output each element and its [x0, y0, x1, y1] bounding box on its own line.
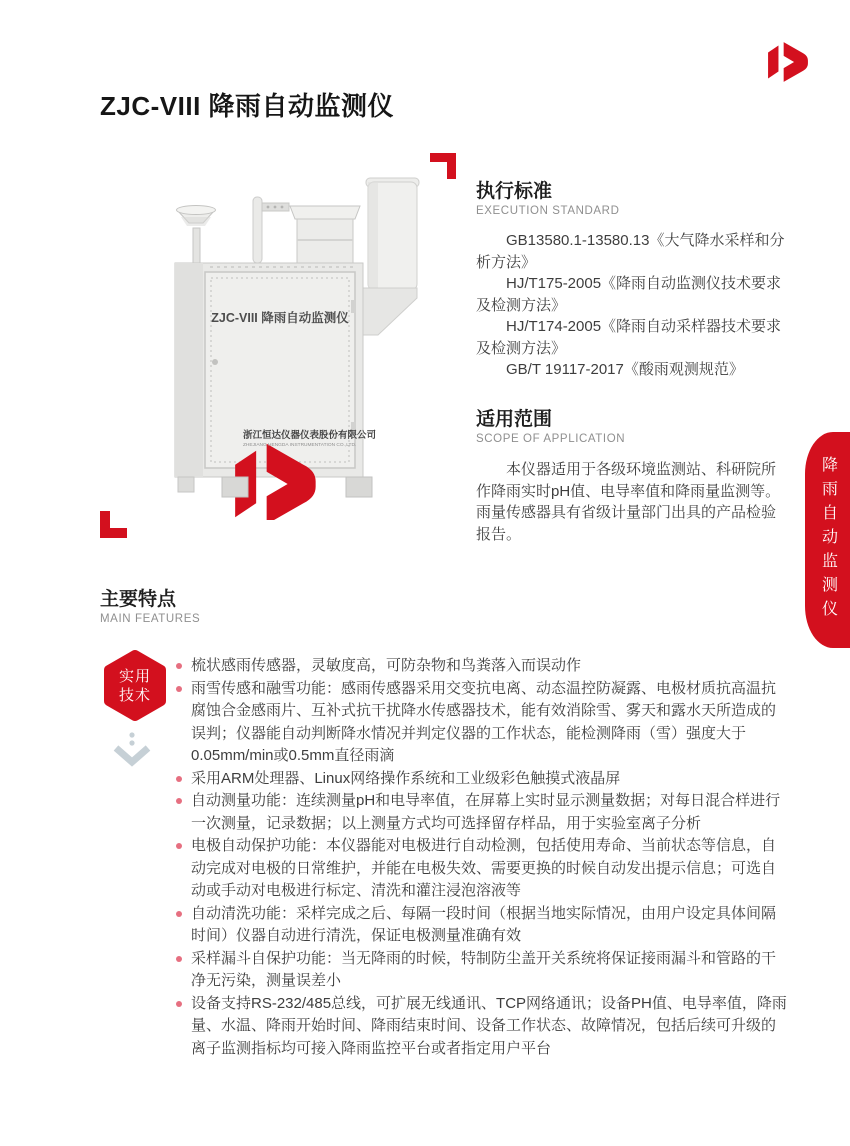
standard-item: GB/T 19117-2017《酸雨观测规范》	[506, 361, 744, 378]
product-photo	[115, 170, 455, 520]
bullet-dot-icon	[176, 686, 182, 692]
feature-item: 雨雪传感和融雪功能：感雨传感器采用交变抗电离、动态温控防凝露、电极材质抗高温抗腐蚀合金感雨片、互补式抗干扰降水传感器技术，能有效消除雪、雾天和露水天所造成的误判；仪器能自动判断降水情况并判定仪器的工作状态，能检测降雨（雪）强度大于0.05mm/min或0.5mm直径雨滴	[176, 678, 790, 768]
practical-tech-badge	[100, 648, 170, 723]
hengda-logo-icon	[762, 33, 814, 91]
badge-label: 实用 技术	[118, 667, 151, 704]
features-heading: 主要特点	[100, 589, 177, 610]
features-list	[176, 655, 790, 1060]
scope-subheading: SCOPE OF APPLICATION	[476, 433, 626, 445]
features-subheading: MAIN FEATURES	[100, 613, 201, 625]
bullet-dot-icon	[176, 663, 182, 669]
feature-item: 采用ARM处理器、Linux网络操作系统和工业级彩色触摸式液晶屏	[176, 768, 790, 791]
features-section-heading	[100, 584, 200, 625]
standard-item: GB13580.1-13580.13《大气降水采样和分析方法》	[476, 232, 785, 271]
side-tab	[805, 432, 850, 648]
bullet-dot-icon	[176, 843, 182, 849]
feature-item: 设备支持RS-232/485总线，可扩展无线通讯、TCP网络通讯；设备PH值、电导率值，降雨量、水温、降雨开始时间、降雨结束时间、设备工作状态、故障情况，包括后续可升级的离子监测指标均可接入降雨监控平台或者指定用户平台	[176, 993, 790, 1061]
bullet-dot-icon	[176, 1001, 182, 1007]
feature-item: 梳状感雨传感器，灵敏度高，可防杂物和鸟粪落入而误动作	[176, 655, 790, 678]
execution-standard-heading: 执行标准	[476, 181, 553, 202]
feature-item: 自动测量功能：连续测量pH和电导率值，在屏幕上实时显示测量数据；对每日混合样进行一次测量，记录数据；以上测量方式均可选择留存样品，用于实验室离子分析	[176, 790, 790, 835]
execution-standard-section	[476, 176, 788, 381]
bullet-dot-icon	[176, 798, 182, 804]
execution-standard-subheading: EXECUTION STANDARD	[476, 205, 620, 217]
bullet-dot-icon	[176, 911, 182, 917]
scope-section	[476, 404, 788, 545]
scope-heading: 适用范围	[476, 409, 553, 430]
door-model-label: ZJC-VIII 降雨自动监测仪	[211, 311, 349, 325]
standards-list	[476, 230, 788, 381]
side-tab-label: 降雨自动监测仪	[819, 456, 837, 624]
standard-item: HJ/T174-2005《降雨自动采样器技术要求及检测方法》	[476, 318, 782, 357]
door-company-en: ZHEJIANG HENGDA INSTRUMENTATION CO.,LTD.	[243, 443, 357, 448]
bullet-dot-icon	[176, 956, 182, 962]
feature-item: 自动清洗功能：采样完成之后、每隔一段时间（根据当地实际情况，由用户设定具体间隔时间）仪器自动进行清洗，保证电极测量准确有效	[176, 903, 790, 948]
feature-item: 电极自动保护功能：本仪器能对电极进行自动检测，包括使用寿命、当前状态等信息，自动完成对电极的日常维护，并能在电极失效、需要更换的时候自动发出提示信息；可选自动或手动对电极进行标定、清洗和灌注浸泡溶液等	[176, 835, 790, 903]
standard-item: HJ/T175-2005《降雨自动监测仪技术要求及检测方法》	[476, 275, 782, 314]
chevron-down-icon	[111, 731, 153, 767]
bullet-dot-icon	[176, 776, 182, 782]
scope-body: 本仪器适用于各级环境监测站、科研院所作降雨实时pH值、电导率值和降雨量监测等。雨量传感器具有省级计量部门出具的产品检验报告。	[476, 461, 781, 543]
page-title: ZJC-VIII 降雨自动监测仪	[100, 91, 395, 121]
feature-item: 采样漏斗自保护功能：当无降雨的时候，特制防尘盖开关系统将保证接雨漏斗和管路的干净无污染，测量误差小	[176, 948, 790, 993]
door-company-cn: 浙江恒达仪器仪表股份有限公司	[243, 430, 377, 441]
